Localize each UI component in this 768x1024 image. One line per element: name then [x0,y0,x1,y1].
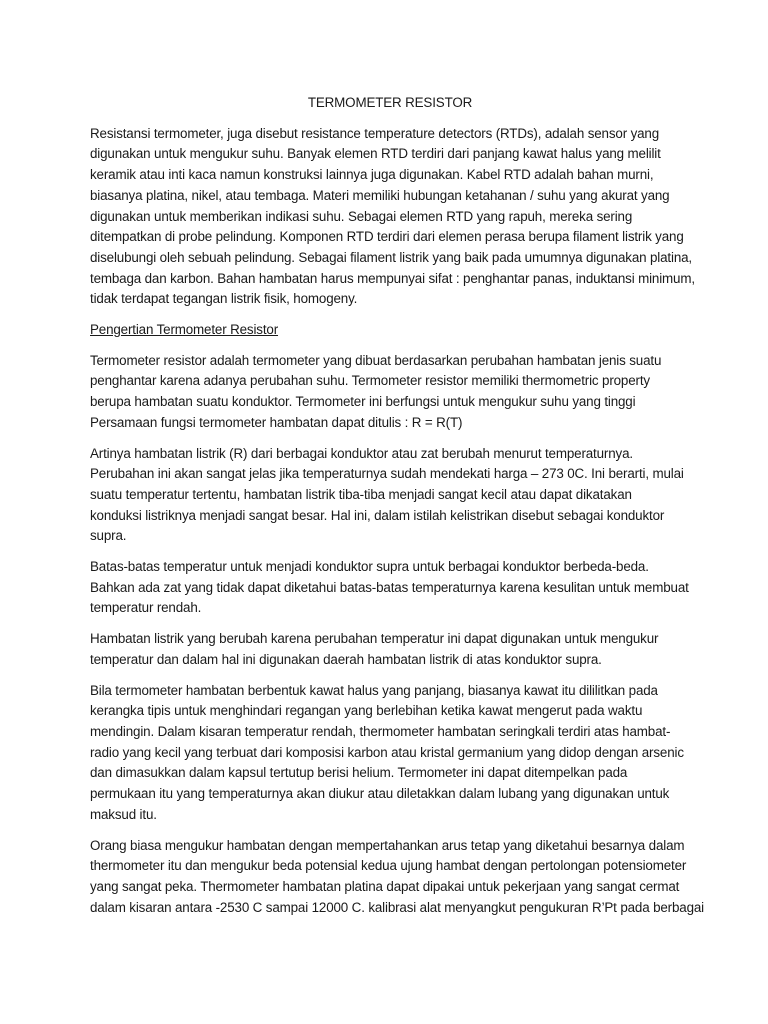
text-line: Bahkan ada zat yang tidak dapat diketahui batas-batas temperaturnya karena kesulitan untuk membuat [90,579,689,595]
text-line: penghantar karena adanya perubahan suhu. Termometer resistor memiliki thermometric property [90,373,650,389]
text-line: berupa hambatan suatu konduktor. Termometer ini berfungsi untuk mengukur suhu yang tinggi [90,394,636,410]
text-line: biasanya platina, nikel, atau tembaga. Materi memiliki hubungan ketahanan / suhu yang akurat yang [90,187,670,203]
document-title: TERMOMETER RESISTOR [307,95,473,110]
text-line: diselubungi oleh sebuah pelindung. Sebagai filament listrik yang baik pada umumnya digunakan platina, [90,249,692,265]
paragraph-usage [90,629,690,670]
text-line: suatu temperatur tertentu, hambatan listrik tiba-tiba menjadi sangat kecil atau dapat dikatakan [90,486,632,502]
intro-paragraph [90,124,695,310]
text-line: Resistansi termometer, juga disebut resistance temperature detectors (RTDs), adalah sensor yang [90,125,660,141]
text-line: Bila termometer hambatan berbentuk kawat halus yang panjang, biasanya kawat itu dililitkan pada [90,682,658,698]
text-line: keramik atau inti kaca namun konstruksi lainnya juga digunakan. Kabel RTD adalah bahan murni, [90,167,654,183]
paragraph-definition [90,351,690,434]
document-body [90,93,704,928]
text-line: Orang biasa mengukur hambatan dengan mempertahankan arus tetap yang diketahui besarnya dalam [90,837,685,853]
paragraph-limits [90,557,690,619]
paragraph-construction [90,681,690,826]
text-line: temperatur dan dalam hal ini digunakan daerah hambatan listrik di atas konduktor supra. [90,651,602,667]
text-line: supra. [90,528,127,544]
text-line: digunakan untuk mengukur suhu. Banyak elemen RTD terdiri dari panjang kawat halus yang melilit [90,146,661,162]
section-heading: Pengertian Termometer Resistor [90,322,279,338]
text-line: radio yang kecil yang terbuat dari komposisi karbon atau kristal germanium yang didop dengan arsenic [90,744,684,760]
text-line: Perubahan ini akan sangat jelas jika temperaturnya sudah mendekati harga – 273 0C. Ini berarti, mulai [90,466,684,482]
text-line: ditempatkan di probe pelindung. Komponen RTD terdiri dari elemen perasa berupa filament listrik yang [90,229,684,245]
text-line: yang sangat peka. Thermometer hambatan platina dapat dipakai untuk pekerjaan yang sangat cermat [90,878,680,894]
text-line: Hambatan listrik yang berubah karena perubahan temperatur ini dapat digunakan untuk mengukur [90,631,659,647]
text-line: maksud itu. [90,806,157,822]
text-line: Persamaan fungsi termometer hambatan dapat ditulis : R = R(T) [90,414,463,430]
text-line: tidak terdapat tegangan listrik fisik, homogeny. [90,291,358,307]
paragraph-meaning [90,444,690,548]
text-line: Artinya hambatan listrik (R) dari berbagai konduktor atau zat berubah menurut temperaturnya. [90,445,633,461]
text-line: permukaan itu yang temperaturnya akan diukur atau diletakkan dalam lubang yang digunakan untuk [90,786,670,802]
text-line: temperatur rendah. [90,600,202,616]
text-line: Batas-batas temperatur untuk menjadi konduktor supra untuk berbagai konduktor berbeda-beda. [90,559,649,575]
text-line: digunakan untuk memberikan indikasi suhu. Sebagai elemen RTD yang rapuh, mereka sering [90,208,633,224]
text-line: kerangka tipis untuk menghindari regangan yang berlebihan ketika kawat mengerut pada waktu [90,703,643,719]
text-line: tembaga dan karbon. Bahan hambatan harus mempunyai sifat : penghantar panas, induktansi minimum, [90,270,695,286]
text-line: dalam kisaran antara -2530 C sampai 12000 C. kalibrasi alat menyangkut pengukuran R’Pt pada berbagai [90,899,704,915]
text-line: mendingin. Dalam kisaran temperatur rendah, thermometer hambatan seringkali terdiri atas hambat- [90,723,671,739]
text-line: dan dimasukkan dalam kapsul tertutup berisi helium. Termometer ini dapat ditempelkan pada [90,765,628,781]
text-line: konduksi listriknya menjadi sangat besar. Hal ini, dalam istilah kelistrikan disebut sebagai konduktor [90,507,665,523]
text-line: Termometer resistor adalah termometer yang dibuat berdasarkan perubahan hambatan jenis suatu [90,352,662,368]
text-line: thermometer itu dan mengukur beda potensial kedua ujung hambat dengan pertolongan potensiometer [90,858,687,874]
paragraph-measurement [90,836,704,919]
